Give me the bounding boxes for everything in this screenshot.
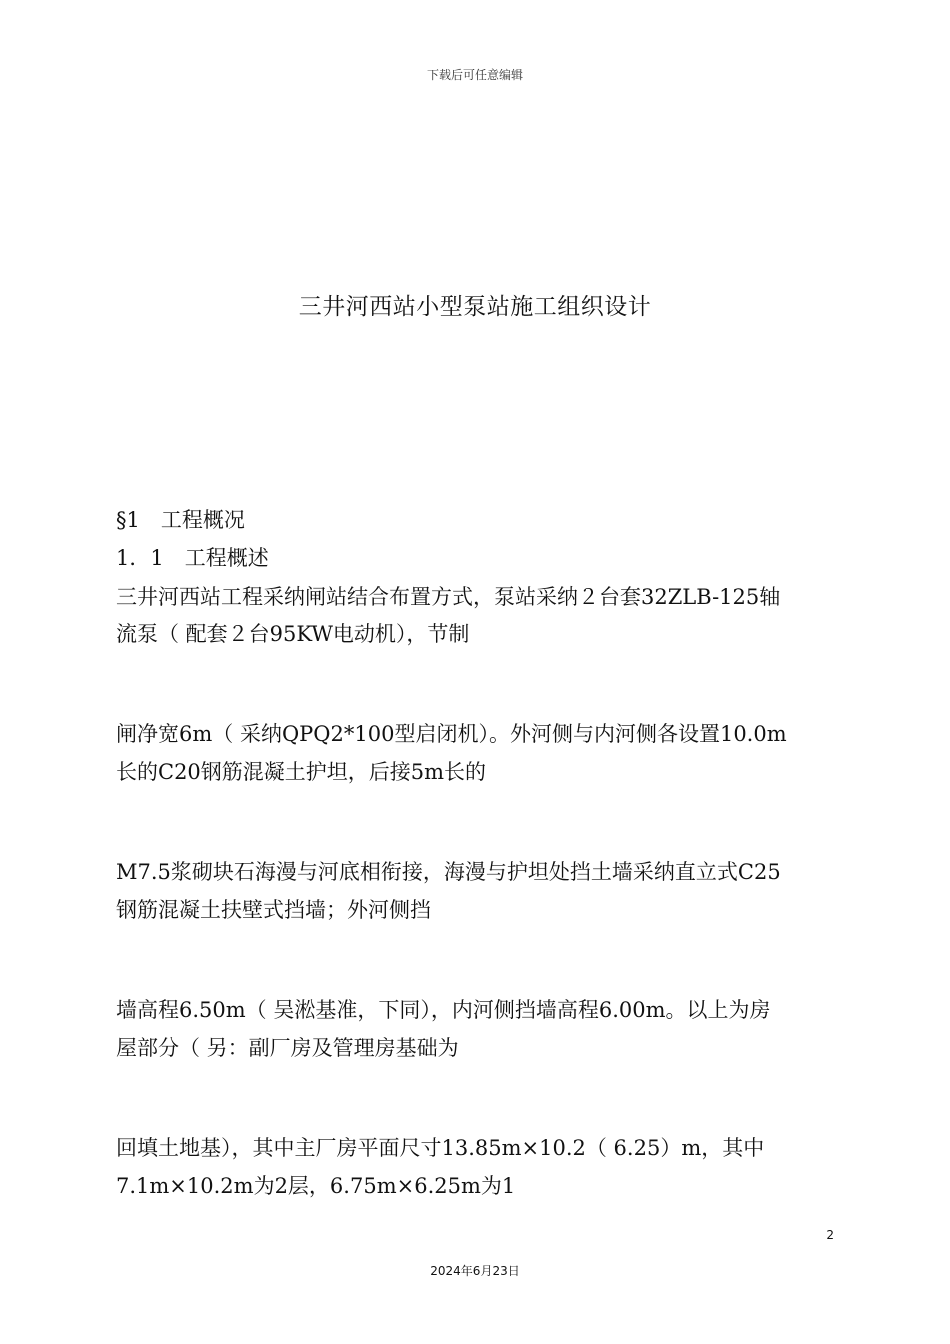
body-line-6: 钢筋混凝土扶壁式挡墙；外河侧挡 [116,898,431,922]
section-heading: §1 工程概况 [116,508,245,532]
subsection-heading: 1．1 工程概述 [116,546,269,570]
body-line-10: 7.1m×10.2m为2层，6.75m×6.25m为1 [116,1174,516,1198]
body-line-4: 长的C20钢筋混凝土护坦，后接5m长的 [116,760,487,784]
body-line-2: 流泵（ 配套２台95KW电动机），节制 [116,622,470,646]
page-number: 2 [826,1228,834,1242]
footer-date: 2024年6月23日 [430,1264,520,1278]
body-line-9: 回填土地基），其中主厂房平面尺寸13.85m×10.2（ 6.25）m，其中 [116,1136,765,1160]
page-header-note: 下载后可任意编辑 [426,68,523,82]
body-line-3: 闸净宽6m（ 采纳QPQ2*100型启闭机）。外河侧与内河侧各设置10.0m [116,722,787,746]
document-title: 三井河西站小型泵站施工组织设计 [298,294,652,320]
body-line-5: M7.5浆砌块石海漫与河底相衔接，海漫与护坦处挡土墙采纳直立式C25 [116,860,781,884]
body-line-1: 三井河西站工程采纳闸站结合布置方式，泵站采纳２台套32ZLB-125轴 [116,585,781,609]
body-line-7: 墙高程6.50m（ 吴淞基准，下同），内河侧挡墙高程6.00m。以上为房 [116,998,771,1022]
body-line-8: 屋部分（ 另：副厂房及管理房基础为 [116,1036,459,1060]
